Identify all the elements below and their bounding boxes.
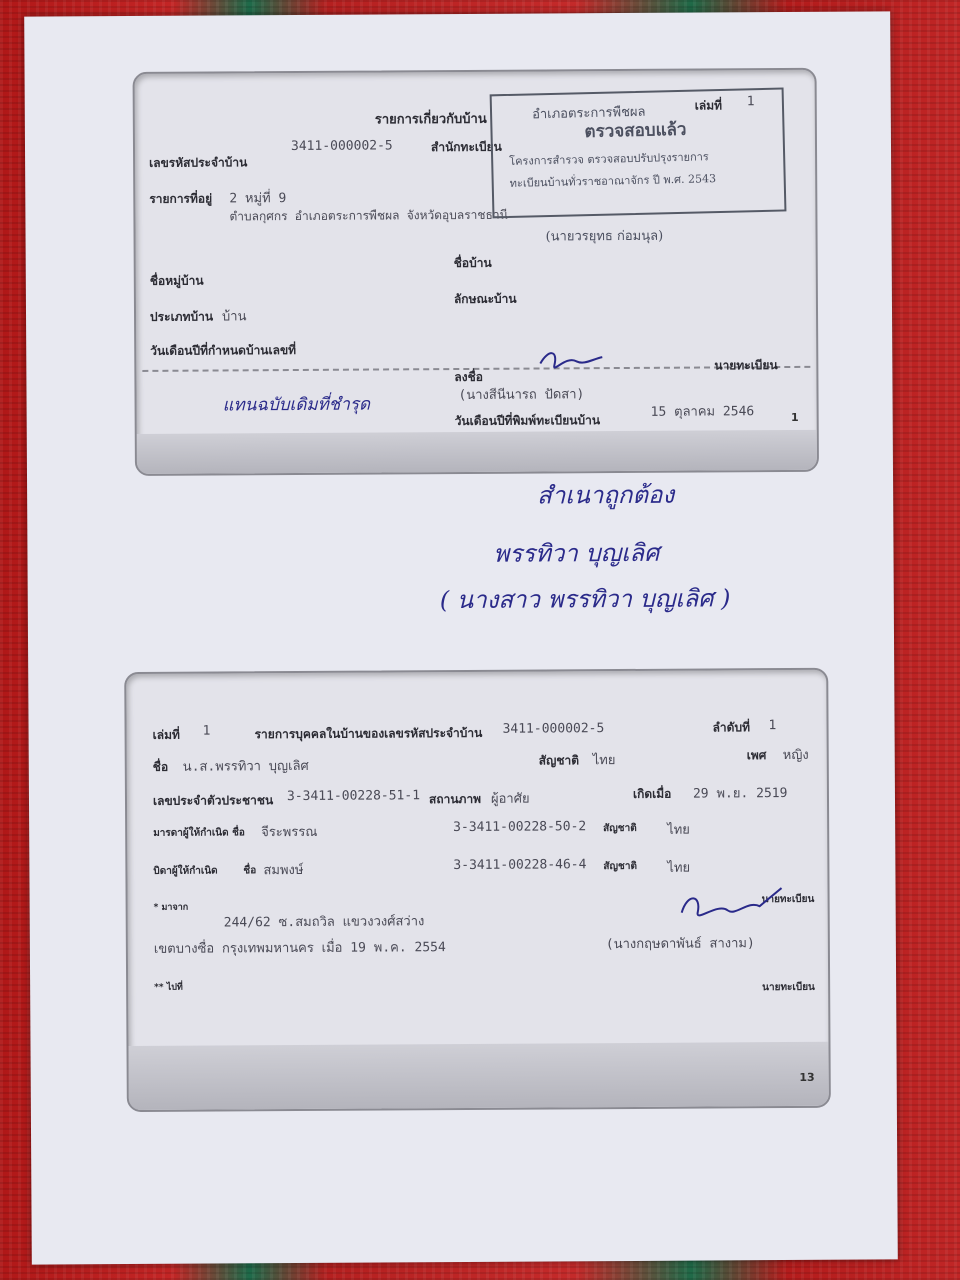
house-code-value: 3411-000002-5 [502, 721, 605, 737]
seq-label: ลำดับที่ [712, 720, 751, 735]
mother-nationality-value: ไทย [667, 822, 690, 838]
document-paper [24, 11, 898, 1264]
address-label: รายการที่อยู่ [149, 191, 213, 206]
seq-value: 1 [768, 718, 777, 734]
father-label: บิดาผู้ให้กำเนิด [153, 865, 218, 877]
stamp-title: ตรวจสอบแล้ว [584, 119, 687, 143]
mother-id: 3-3411-00228-50-2 [453, 819, 587, 836]
house-code-value: 3411-000002-5 [290, 138, 393, 155]
registry-office-label: สำนักทะเบียน [430, 139, 502, 155]
mother-nationality-label: สัญชาติ [603, 822, 637, 835]
village-name-label: ชื่อหมู่บ้าน [149, 273, 204, 288]
sex-label: เพศ [746, 748, 767, 763]
status-value: ผู้อาศัย [490, 791, 530, 807]
name-value: น.ส.พรรทิวา บุญเลิศ [182, 758, 309, 775]
father-nationality-label: สัญชาติ [603, 860, 637, 873]
sign-label: ลงชื่อ [454, 369, 484, 385]
nationality-label: สัญชาติ [538, 753, 580, 768]
book-label: เล่มที่ [694, 98, 723, 113]
registrar-signature [677, 882, 787, 931]
stamp-signer: (นายวรยุทธ ก่อมนุล) [545, 228, 664, 245]
card-header: รายการเกี่ยวกับบ้าน [374, 111, 487, 128]
house-type-value: บ้าน [221, 309, 247, 325]
card-header: รายการบุคคลในบ้านของเลขรหัสประจำบ้าน [254, 725, 483, 742]
certifier-signature-text: พรรทิวา บุญเลิศ [493, 538, 660, 568]
id-value: 3-3411-00228-51-1 [286, 788, 421, 805]
print-date-value: 15 ตุลาคม 2546 [650, 404, 755, 420]
house-character-label: ลักษณะบ้าน [453, 291, 517, 307]
stamp-line3: ทะเบียนบ้านทั่วราชอาณาจักร ปี พ.ศ. 2543 [509, 172, 717, 190]
id-label: เลขประจำตัวประชาชน [152, 793, 274, 808]
mother-label: มารดาผู้ให้กำเนิด ชื่อ [153, 827, 245, 839]
book-label: เล่มที่ [152, 727, 180, 742]
father-name-label: ชื่อ [243, 865, 257, 877]
book-value: 1 [746, 94, 755, 110]
house-name-label: ชื่อบ้าน [453, 255, 492, 271]
card-footer-bar [128, 1042, 828, 1110]
page-number: 13 [799, 1070, 815, 1084]
address-line2: ตำบลกุศกร อำเภอตระการพืชผล จังหวัดอุบลราชธานี [229, 207, 508, 224]
certified-copy-text: สำเนาถูกต้อง [537, 480, 675, 510]
address-line1: 2 หมู่ที่ 9 [229, 191, 287, 207]
house-type-label: ประเภทบ้าน [149, 309, 214, 324]
moved-from-line1: 244/62 ซ.สมถวิล แขวงวงศ์สว่าง [223, 914, 425, 931]
nationality-value: ไทย [592, 753, 616, 769]
moved-from-label: * มาจาก [153, 902, 189, 913]
moved-to-label: ** ไปที่ [154, 982, 183, 993]
certifier-name-text: ( นางสาว พรรทิวา บุญเลิศ ) [439, 584, 731, 615]
house-code-label: เลขรหัสประจำบ้าน [149, 155, 248, 170]
registrar-signature [536, 345, 606, 375]
date-assigned-label: วันเดือนปีที่กำหนดบ้านเลขที่ [150, 343, 297, 358]
moved-from-line2: เขตบางซื่อ กรุงเทพมหานคร เมื่อ 19 พ.ค. 2554 [153, 940, 446, 957]
registrar-name: (นางสีนีนารถ ปัดสา) [458, 387, 585, 404]
birth-label: เกิดเมื่อ [632, 786, 672, 801]
name-label: ชื่อ [152, 759, 169, 774]
registrar-label: นายทะเบียน [761, 893, 815, 906]
status-label: สถานภาพ [428, 791, 482, 807]
father-id: 3-3411-00228-46-4 [453, 857, 587, 874]
handwritten-note: แทนฉบับเดิมที่ชำรุด [222, 394, 371, 416]
sex-value: หญิง [782, 747, 809, 764]
registrar-label-2: นายทะเบียน [762, 981, 815, 994]
page-number: 1 [790, 410, 799, 424]
card-footer-bar [137, 430, 817, 474]
person-details-card [124, 668, 831, 1112]
stamp-line2: โครงการสำรวจ ตรวจสอบปรับปรุงรายการ [509, 150, 709, 168]
print-date-label: วันเดือนปีที่พิมพ์ทะเบียนบ้าน [454, 413, 601, 429]
book-value: 1 [202, 723, 211, 739]
house-details-card [133, 68, 819, 476]
registrar-name: (นางกฤษดาพันธ์ สางาม) [605, 936, 755, 953]
verification-stamp [490, 87, 787, 218]
father-nationality-value: ไทย [667, 860, 691, 876]
father-name: สมพงษ์ [263, 862, 304, 879]
stamp-line1: อำเภอตระการพืชผล [531, 104, 646, 123]
mother-name: จีระพรรณ [261, 824, 318, 841]
birth-value: 29 พ.ย. 2519 [692, 786, 788, 802]
registrar-label: นายทะเบียน [714, 358, 778, 373]
